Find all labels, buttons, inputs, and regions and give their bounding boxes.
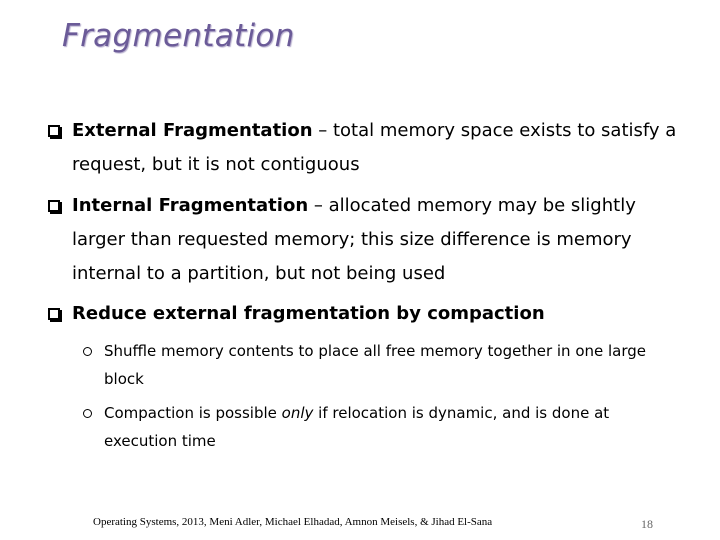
sub-bullet-shuffle — [83, 337, 673, 393]
bullet-text — [48, 297, 688, 331]
footer-credits: Operating Systems, 2013, Meni Adler, Michael Elhadad, Amnon Meisels, & Jihad El-Sana — [93, 516, 493, 528]
bullet-internal-fragmentation — [48, 189, 688, 291]
page-number: 18 — [641, 517, 653, 531]
sub-bullet-text-start: Compaction is possible — [104, 404, 282, 422]
checkbox-bullet-icon — [48, 200, 60, 212]
sub-bullet-text-end: if relocation is dynamic, and is done at execution time — [104, 404, 610, 450]
circle-bullet-icon — [83, 347, 92, 356]
bullet-term: External Fragmentation — [72, 120, 313, 141]
bullet-description: – allocated memory may be slightly larger than requested memory; this size difference is memory internal to a partition, but not being used — [72, 195, 636, 284]
sub-bullet-text — [83, 399, 673, 455]
sub-bullet-compaction — [83, 399, 673, 455]
slide-title: Fragmentation — [62, 18, 295, 54]
bullet-external-fragmentation — [48, 114, 688, 182]
bullet-term: Internal Fragmentation — [72, 195, 309, 216]
circle-bullet-icon — [83, 409, 92, 418]
bullet-text — [48, 189, 688, 291]
sub-bullet-text: Shuffle memory contents to place all free memory together in one large block — [104, 342, 647, 388]
bullet-term: Reduce external fragmentation by compaction — [72, 303, 545, 324]
bullet-text — [48, 114, 688, 182]
checkbox-bullet-icon — [48, 125, 60, 137]
bullet-reduce-fragmentation — [48, 297, 688, 331]
emphasis-text: only — [281, 404, 314, 422]
bullet-description: – total memory space exists to satisfy a request, but it is not contiguous — [72, 120, 677, 175]
checkbox-bullet-icon — [48, 308, 60, 320]
